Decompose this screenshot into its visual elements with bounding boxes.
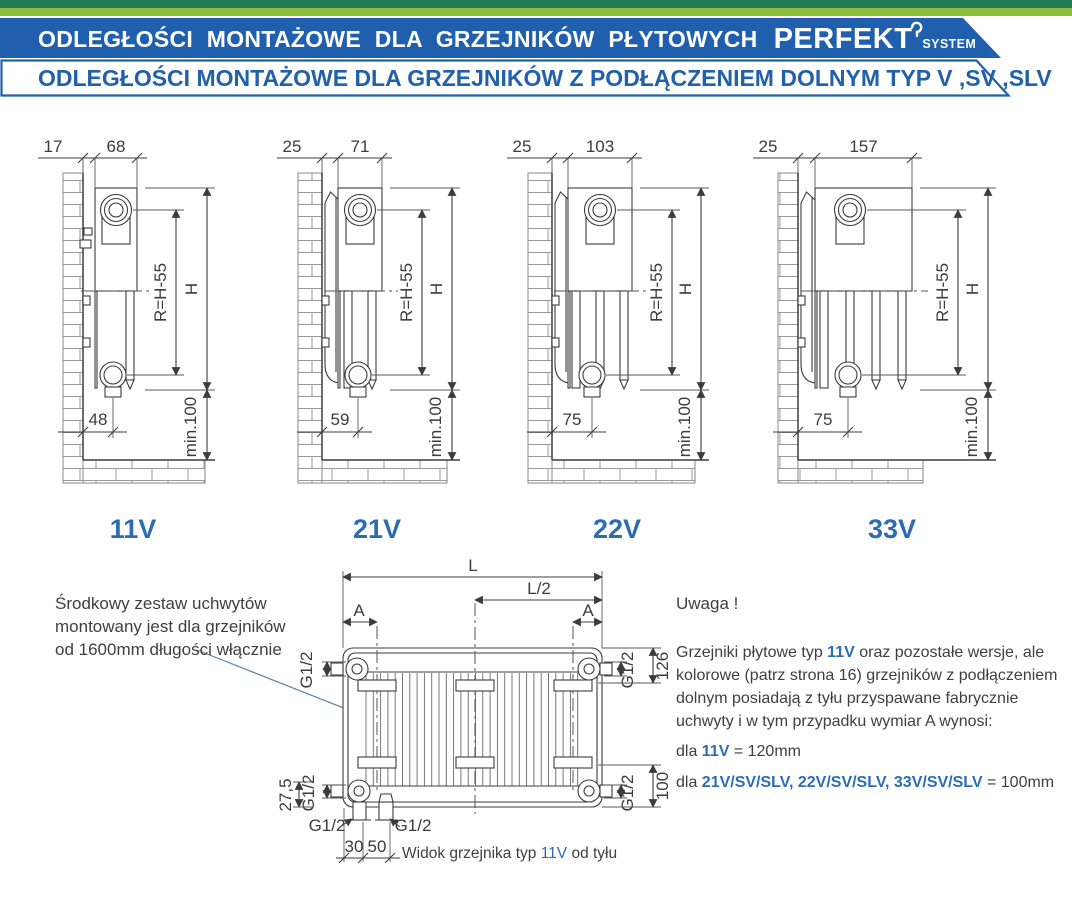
brand-name: PERFEKT (773, 22, 913, 55)
rear-view-caption (402, 845, 617, 862)
dim-label: A (353, 601, 365, 620)
dim-label: 68 (106, 140, 126, 156)
dim-label: 27,5 (276, 778, 295, 812)
dim-label: L (468, 556, 478, 575)
note-center-brackets (55, 592, 325, 661)
dim-label: 48 (88, 410, 108, 429)
caption-text: Widok grzejnika typ (402, 845, 541, 862)
text: dla (676, 743, 702, 760)
text: dla (676, 774, 702, 791)
top-strip-light (0, 8, 1072, 16)
caption-text: od tyłu (567, 845, 618, 862)
dim-label: 71 (350, 140, 370, 156)
warning-text: Grzejniki płytowe typ (676, 644, 828, 661)
type-label: 21V (352, 514, 402, 544)
dim-label: L/2 (527, 579, 551, 598)
dim-label: H (182, 282, 201, 296)
dim-label: R=H-55 (397, 262, 416, 323)
dim-label: 25 (512, 140, 532, 156)
diagram-21v (277, 140, 460, 544)
dimension-a-11v (676, 740, 1068, 763)
brand-sub-name: SYSTEM (922, 36, 977, 51)
page-title: ODLEGŁOŚCI MONTAŻOWE DLA GRZEJNIKÓW PŁYTOWYCH (38, 25, 758, 52)
dim-label: 75 (562, 410, 582, 429)
dim-label: 17 (43, 140, 63, 156)
value: = 100mm (982, 774, 1055, 791)
top-strip-dark (0, 0, 1072, 8)
type-label: 22V (592, 514, 642, 544)
dim-label: R=H-55 (151, 262, 170, 323)
dim-label: 100 (653, 771, 672, 801)
dim-label: 25 (282, 140, 302, 156)
dim-label: G1/2 (394, 816, 432, 835)
dim-label: H (427, 282, 446, 296)
note-line: montowany jest dla grzejników (55, 617, 286, 636)
dim-label: G1/2 (618, 774, 637, 812)
note-line: od 1600mm długości włącznie (55, 640, 282, 659)
dim-label: min.100 (675, 396, 694, 458)
type-ref: 21V/SV/SLV, 22V/SV/SLV, 33V/SV/SLV (701, 774, 983, 791)
caption-type-ref: 11V (540, 845, 568, 862)
dim-label: min.100 (426, 396, 445, 458)
dim-label: A (582, 601, 594, 620)
dim-label: 50 (367, 837, 387, 856)
dim-label: min.100 (962, 396, 981, 458)
dim-label: 75 (813, 410, 833, 429)
dim-label: 157 (849, 140, 878, 156)
dim-label: 25 (758, 140, 778, 156)
warning-text: oraz pozostałe wersje, ale kolorowe (patrz strona 16) grzejników z podłączeniem dolnym posiadają z tyłu przyspawane fabrycznie uchwyty i w tym przypadku wymiar A wynosi: (676, 644, 1058, 730)
dim-label: R=H-55 (933, 262, 952, 323)
note-line: Środkowy zestaw uchwytów (55, 594, 267, 613)
warning-title: Uwaga ! (676, 594, 739, 613)
side-diagrams-drawing (0, 140, 1072, 550)
dim-label: min.100 (181, 396, 200, 458)
dim-label: R=H-55 (647, 262, 666, 323)
value: = 120mm (729, 743, 801, 760)
page-subtitle: ODLEGŁOŚCI MONTAŻOWE DLA GRZEJNIKÓW Z PODŁĄCZENIEM DOLNYM TYP V ,SV ,SLV (38, 65, 1052, 91)
dim-label: H (676, 282, 695, 296)
dim-label: G1/2 (299, 774, 318, 812)
dimension-a-others (676, 771, 1068, 794)
diagram-22v (507, 140, 709, 544)
brand-logo (774, 23, 977, 56)
dim-label: G1/2 (308, 816, 346, 835)
brand-hook-icon (910, 21, 923, 40)
diagram-33v (753, 140, 996, 544)
warning-paragraph (676, 641, 1068, 733)
header-title-row (38, 19, 976, 59)
diagram-11v (38, 140, 215, 544)
type-label: 33V (867, 514, 917, 544)
dim-label: 30 (344, 837, 364, 856)
note-warning (676, 592, 1068, 802)
dim-label: 103 (585, 140, 615, 156)
dim-label: G1/2 (297, 651, 316, 689)
dim-label: 126 (653, 651, 672, 681)
type-label: 11V (109, 514, 157, 544)
type-ref: 11V (701, 743, 730, 760)
dim-label: 59 (330, 410, 350, 429)
dim-label: G1/2 (618, 651, 637, 689)
type-ref: 11V (827, 644, 855, 661)
dim-label: H (963, 282, 982, 296)
